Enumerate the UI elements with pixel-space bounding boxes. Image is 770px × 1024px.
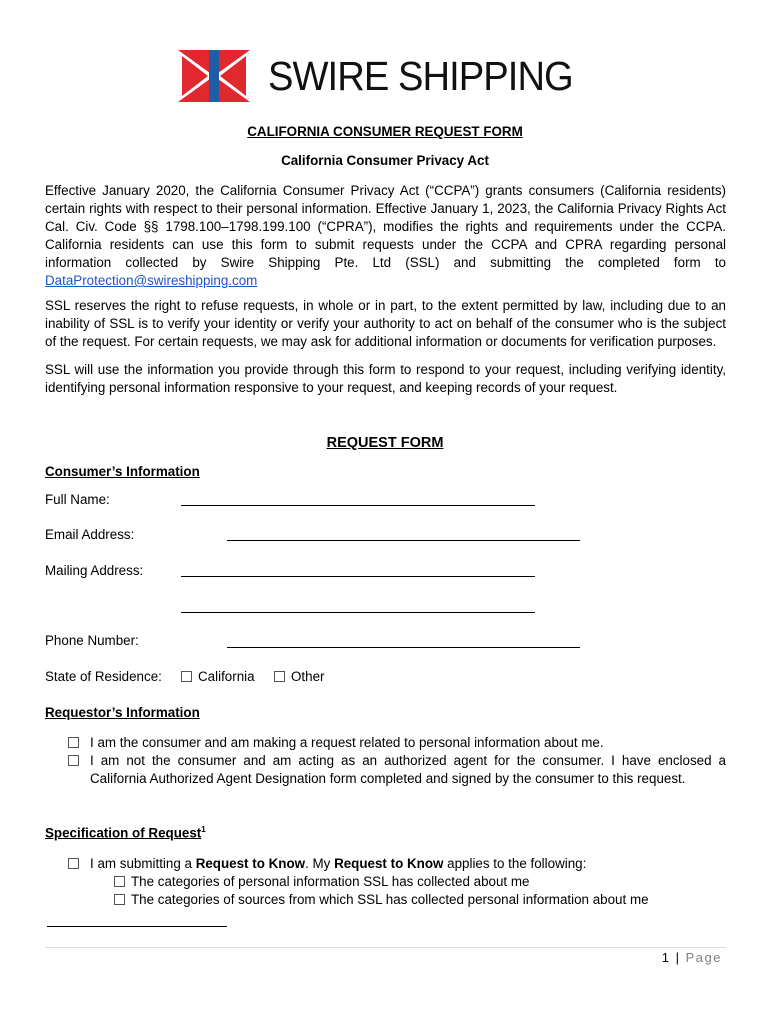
- know-categories-label: The categories of personal information SSL has collected about me: [131, 874, 530, 889]
- full-name-field[interactable]: [181, 505, 535, 506]
- request-to-know-checkbox[interactable]: [68, 855, 85, 873]
- spec-bold-text: Request to Know: [334, 856, 444, 871]
- footnote-separator: [47, 926, 227, 927]
- phone-field[interactable]: [227, 647, 580, 648]
- checkbox-icon[interactable]: [181, 671, 192, 682]
- full-name-label: Full Name:: [45, 492, 110, 507]
- logo-wordmark: SWIRE SHIPPING: [268, 53, 573, 99]
- form-title: CALIFORNIA CONSUMER REQUEST FORM: [247, 124, 523, 139]
- requestor-checkbox-agent[interactable]: [68, 752, 85, 770]
- footnote-marker: 1: [201, 825, 206, 834]
- know-sources-label: The categories of sources from which SSL has collected personal information about me: [131, 892, 649, 907]
- spec-prefix-text: I am submitting a: [90, 856, 196, 871]
- checkbox-icon[interactable]: [68, 737, 79, 748]
- spec-mid-text: . My: [305, 856, 335, 871]
- state-option-label: Other: [291, 669, 325, 684]
- requestor-info-heading: Requestor’s Information: [45, 705, 200, 720]
- request-to-know-option: [90, 855, 586, 873]
- checkbox-icon[interactable]: [68, 858, 79, 869]
- state-option-label: California: [198, 669, 255, 684]
- swire-flag-icon: [178, 50, 250, 102]
- intro-paragraph-3: SSL will use the information you provide through this form to respond to your request, including verifying identity, identifying personal information responsive to your request, and keeping records of your request.: [45, 362, 726, 395]
- requestor-option-consumer: I am the consumer and am making a request related to personal information about me.: [90, 735, 604, 750]
- requestor-option-agent: I am not the consumer and am acting as an authorized agent for the consumer. I have enclosed a California Authorized Agent Designation form completed and signed by the consumer to this request.: [90, 753, 726, 786]
- page-footer: [662, 950, 722, 965]
- requestor-checkbox-consumer[interactable]: [68, 734, 85, 752]
- page-number: 1: [661, 950, 671, 965]
- checkbox-icon[interactable]: [274, 671, 285, 682]
- email-label: Email Address:: [45, 527, 135, 542]
- consumer-info-heading: Consumer’s Information: [45, 464, 200, 479]
- page-separator: |: [675, 950, 681, 965]
- know-sources-checkbox[interactable]: [114, 891, 649, 909]
- mailing-address-field-1[interactable]: [181, 576, 535, 577]
- specification-heading: [45, 825, 206, 840]
- form-subtitle: California Consumer Privacy Act: [281, 153, 489, 168]
- state-of-residence-label: State of Residence:: [45, 669, 162, 684]
- page-label: Page: [685, 950, 722, 965]
- footer-divider: [45, 947, 726, 948]
- intro-paragraph-2: SSL reserves the right to refuse requests, in whole or in part, to the extent permitted by law, including due to an inability of SSL is to verify your identity or verify your authority to act on behalf of the consumer who is the subject of the request. For certain requests, we may ask for additional information or documents for verification purposes.: [45, 298, 726, 349]
- email-field[interactable]: [227, 540, 580, 541]
- spec-bold-text: Request to Know: [195, 856, 306, 871]
- checkbox-icon[interactable]: [114, 894, 125, 905]
- mailing-address-field-2[interactable]: [181, 612, 535, 613]
- know-categories-checkbox[interactable]: [114, 873, 529, 891]
- intro-text-1: Effective January 2020, the California Consumer Privacy Act (“CCPA”) grants consumers (California residents) certain rights with respect to their personal information. Effective January 1, 2023, the California Privacy Rights Act Cal. Civ. Code §§ 1798.100–1798.199.100 (“CPRA”), modifies the rights and requirements under the CCPA. California residents can use this form to submit requests under the CCPA and CPRA regarding personal information collected by Swire Shipping Pte. Ltd (SSL) and submitting the completed form to: [45, 183, 726, 270]
- state-option-california[interactable]: [181, 669, 255, 684]
- state-option-other[interactable]: [274, 669, 325, 684]
- checkbox-icon[interactable]: [114, 876, 125, 887]
- mailing-address-label: Mailing Address:: [45, 563, 144, 578]
- phone-label: Phone Number:: [45, 633, 139, 648]
- checkbox-icon[interactable]: [68, 755, 79, 766]
- swire-shipping-logo: [178, 48, 598, 104]
- spec-suffix-text: applies to the following:: [443, 856, 587, 871]
- data-protection-email-link[interactable]: DataProtection@swireshipping.com: [45, 273, 258, 288]
- intro-paragraph-1: [45, 182, 726, 290]
- specification-heading-text: Specification of Request: [45, 825, 202, 841]
- request-form-heading: REQUEST FORM: [326, 435, 444, 451]
